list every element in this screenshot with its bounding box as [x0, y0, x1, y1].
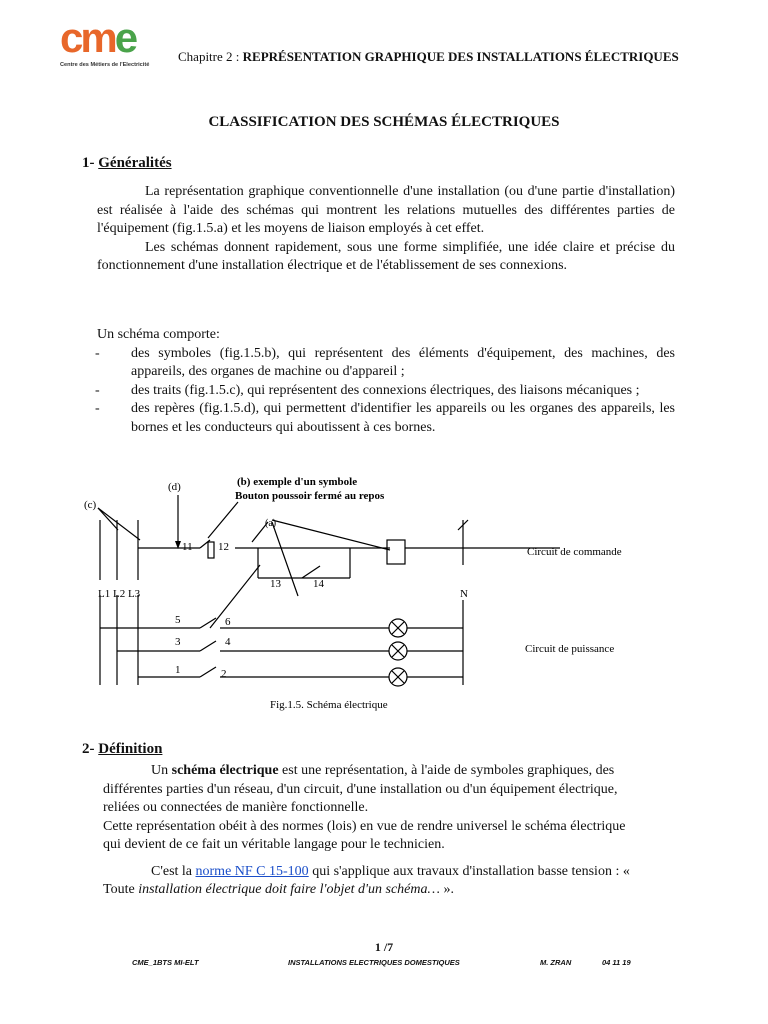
figure-caption: Fig.1.5. Schéma électrique: [270, 699, 388, 711]
paragraph: La représentation graphique conventionnelle d'une installation (ou d'une partie d'installation) est réalisée à l'aide des schémas qui montrent les relations mutuelles des différentes parties de l'équipement (fig.1.5.a) et les moyens de liaison employés à cet effet.: [97, 184, 675, 236]
text: qui s'applique aux travaux d'installation basse tension : « Toute: [103, 863, 630, 897]
list-item-text: des symboles (fig.1.5.b), qui représentent des éléments d'équipement, des machines, des appareils, des organes de machine ou d'appareil ;: [131, 345, 675, 379]
neutral-label: N: [460, 588, 468, 600]
section-1-title: Généralités: [98, 155, 172, 171]
paragraph: [103, 863, 643, 900]
page-title: CLASSIFICATION DES SCHÉMAS ÉLECTRIQUES: [208, 114, 560, 130]
list-item-text: des traits (fig.1.5.c), qui représentent des connexions électriques, des liaisons mécaniques ;: [131, 382, 640, 398]
section-2-title: Définition: [98, 741, 163, 757]
terminal-13: 13: [270, 578, 281, 590]
list-item-text: des repères (fig.1.5.d), qui permettent d'identifier les appareils ou les organes des appareils, les bornes et les conducteurs qui aboutissent à ces bornes.: [131, 401, 675, 435]
pointer-c: [98, 508, 140, 540]
text: ».: [443, 882, 454, 897]
section-2-heading: [82, 741, 162, 758]
circuit-puissance-label: Circuit de puissance: [525, 643, 615, 655]
phase-labels: L1 L2 L3: [98, 588, 141, 600]
list-item: [91, 382, 675, 401]
footer-subject: INSTALLATIONS ELECTRIQUES DOMESTIQUES: [288, 958, 460, 967]
footer-course: CME_1BTS MI-ELT: [132, 958, 199, 967]
schema-components: [91, 326, 675, 437]
fig-label-a: (a): [265, 518, 277, 529]
norme-link[interactable]: norme NF C 15-100: [195, 863, 309, 879]
holding-contact: [302, 566, 320, 578]
bullet-marker: -: [95, 401, 100, 416]
terminal-6: 6: [225, 616, 231, 628]
fig-label-c: (c): [84, 499, 97, 511]
fig-label-d: (d): [168, 481, 181, 493]
section-1-heading: [82, 155, 172, 172]
power-contact: [200, 641, 216, 651]
section-1-number: 1-: [82, 155, 95, 171]
bold-term: schéma électrique: [171, 763, 279, 778]
terminal-1: 1: [175, 664, 181, 676]
pointer-b: [208, 502, 238, 538]
lamp-symbol: [389, 668, 407, 686]
terminal-4: 4: [225, 636, 231, 648]
pushbutton-symbol: [208, 542, 214, 558]
italic-quote: installation électrique doit faire l'objet d'un schéma…: [138, 882, 440, 897]
lamp-symbol: [389, 642, 407, 660]
electrical-schematic-figure: [80, 470, 680, 715]
cme-logo: [60, 14, 160, 72]
bullet-marker: -: [95, 382, 100, 398]
lamp-symbol: [389, 619, 407, 637]
text: Un: [151, 763, 169, 778]
chapter-header: [178, 49, 679, 65]
list-item: [91, 345, 675, 382]
terminal-3: 3: [175, 636, 181, 648]
relay-coil: [387, 540, 405, 564]
logo-wordmark: cme: [60, 14, 136, 61]
chapter-title: REPRÉSENTATION GRAPHIQUE DES INSTALLATIONS ÉLECTRIQUES: [242, 49, 679, 64]
power-contact: [200, 667, 216, 677]
mechanical-link: [210, 565, 260, 628]
paragraph: Cette représentation obéit à des normes (lois) en vue de rendre universel le schéma électrique qui devient de ce fait un véritable langage pour le technicien.: [103, 818, 626, 852]
paragraph: Les schémas donnent rapidement, sous une forme simplifiée, une idée claire et précise du fonctionnement d'une installation électrique et de l'établissement de ses connexions.: [97, 239, 675, 273]
circuit-commande-label: Circuit de commande: [527, 546, 622, 558]
logo-subtitle: Centre des Métiers de l'Electricité: [60, 62, 150, 68]
pointer-a: [272, 520, 390, 550]
bullet-marker: -: [95, 345, 100, 361]
terminal-2: 2: [221, 668, 227, 680]
terminal-5: 5: [175, 614, 181, 626]
footer-date: 04 11 19: [602, 958, 631, 967]
list-intro: Un schéma comporte:: [97, 327, 220, 342]
terminal-14: 14: [313, 578, 324, 590]
pointer-c: [98, 508, 118, 530]
fig-label-b-desc: Bouton poussoir fermé au repos: [235, 490, 385, 502]
text: est une représentation, à l'aide de symboles graphiques, des différentes parties d'un réseau, d'un circuit, d'une installation ou d'un équipement électrique, reliées ou connectées de manière fonctionnelle.: [103, 763, 618, 815]
section-2-number: 2-: [82, 741, 95, 757]
list-item: [91, 400, 675, 437]
generalites-text: [97, 183, 675, 276]
terminal-11: 11: [182, 541, 193, 553]
chapter-label: Chapitre 2 :: [178, 49, 240, 64]
text: C'est la: [151, 863, 193, 879]
paragraph: [103, 762, 643, 818]
definition-text: [103, 762, 643, 900]
terminal-12: 12: [218, 541, 229, 553]
footer-author: M. ZRAN: [540, 958, 572, 967]
fig-label-b: (b) exemple d'un symbole: [237, 476, 358, 488]
page-number: 1 /7: [374, 940, 394, 954]
